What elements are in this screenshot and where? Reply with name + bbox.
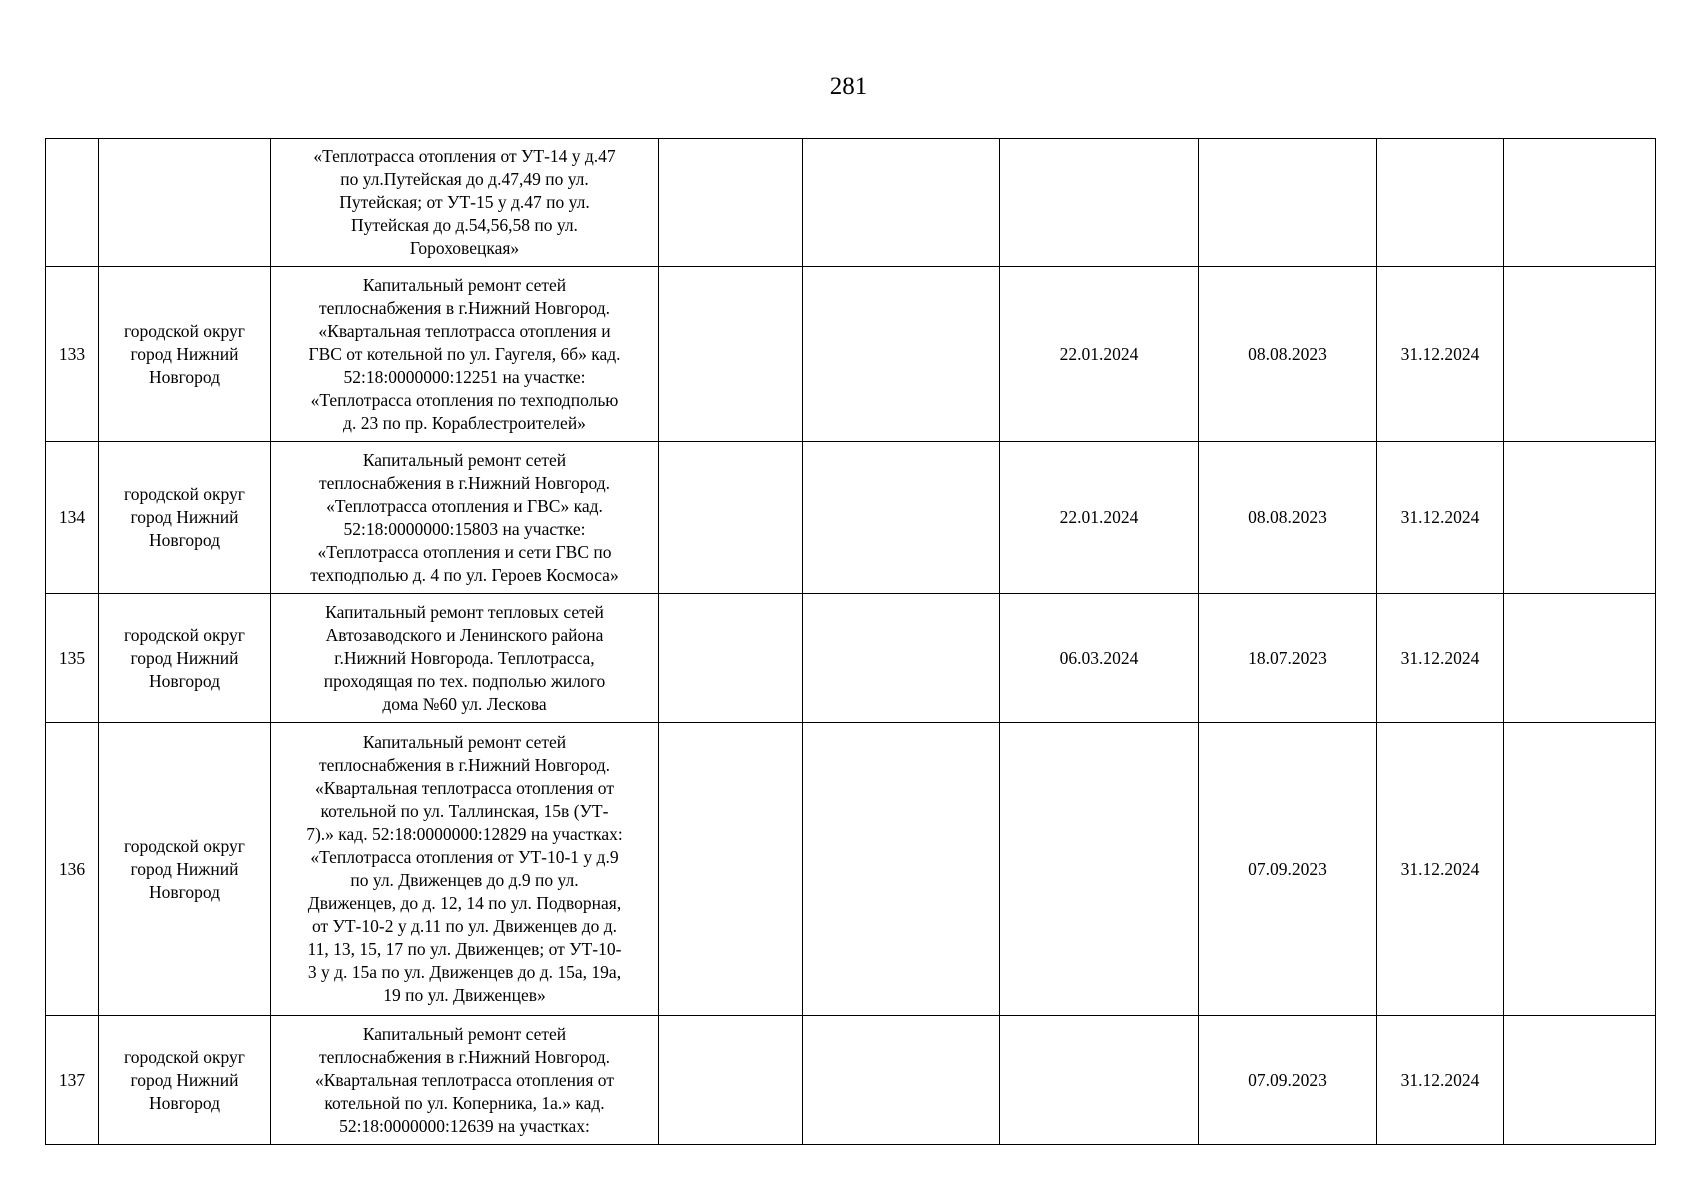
row-number-cell: 135 <box>46 594 99 723</box>
municipality-cell: городской округ город Нижний Новгород <box>99 723 271 1016</box>
municipality-cell <box>99 139 271 267</box>
municipality-cell: городской округ город Нижний Новгород <box>99 594 271 723</box>
date-3-cell: 31.12.2024 <box>1377 267 1504 442</box>
date-3-cell: 31.12.2024 <box>1377 594 1504 723</box>
column-4-cell <box>659 267 803 442</box>
date-1-cell <box>1000 1016 1199 1145</box>
date-1-cell: 22.01.2024 <box>1000 267 1199 442</box>
table-row <box>46 594 1656 723</box>
column-5-cell <box>803 139 1000 267</box>
municipality-cell: городской округ город Нижний Новгород <box>99 267 271 442</box>
description-cell: «Теплотрасса отопления от УТ-14 у д.47 по ул.Путейская до д.47,49 по ул. Путейская; от УТ-15 у д.47 по ул. Путейская до д.54,56,58 по ул. Гороховецкая» <box>271 139 659 267</box>
row-number-cell: 137 <box>46 1016 99 1145</box>
table-row <box>46 1016 1656 1145</box>
column-9-cell <box>1504 267 1656 442</box>
date-2-cell: 07.09.2023 <box>1199 1016 1377 1145</box>
table-row <box>46 267 1656 442</box>
column-4-cell <box>659 442 803 594</box>
column-5-cell <box>803 267 1000 442</box>
date-1-cell: 06.03.2024 <box>1000 594 1199 723</box>
date-2-cell: 08.08.2023 <box>1199 442 1377 594</box>
column-4-cell <box>659 1016 803 1145</box>
date-2-cell: 18.07.2023 <box>1199 594 1377 723</box>
row-number-cell: 133 <box>46 267 99 442</box>
column-9-cell <box>1504 139 1656 267</box>
description-cell: Капитальный ремонт сетей теплоснабжения в г.Нижний Новгород. «Теплотрасса отопления и ГВС» кад. 52:18:0000000:15803 на участке: «Теплотрасса отопления и сети ГВС по техподполью д. 4 по ул. Героев Космоса» <box>271 442 659 594</box>
column-4-cell <box>659 139 803 267</box>
date-3-cell: 31.12.2024 <box>1377 723 1504 1016</box>
data-table <box>45 138 1656 1145</box>
table-row <box>46 723 1656 1016</box>
date-3-cell: 31.12.2024 <box>1377 1016 1504 1145</box>
row-number-cell <box>46 139 99 267</box>
date-1-cell <box>1000 723 1199 1016</box>
description-cell: Капитальный ремонт тепловых сетей Автозаводского и Ленинского района г.Нижний Новгорода. Теплотрасса, проходящая по тех. подполью жилого дома №60 ул. Лескова <box>271 594 659 723</box>
column-5-cell <box>803 723 1000 1016</box>
date-1-cell: 22.01.2024 <box>1000 442 1199 594</box>
column-4-cell <box>659 723 803 1016</box>
column-9-cell <box>1504 1016 1656 1145</box>
description-cell: Капитальный ремонт сетей теплоснабжения в г.Нижний Новгород. «Квартальная теплотрасса отопления и ГВС от котельной по ул. Гаугеля, 6б» кад. 52:18:0000000:12251 на участке: «Теплотрасса отопления по техподполью д. 23 по пр. Кораблестроителей» <box>271 267 659 442</box>
column-5-cell <box>803 1016 1000 1145</box>
date-3-cell <box>1377 139 1504 267</box>
municipality-cell: городской округ город Нижний Новгород <box>99 442 271 594</box>
row-number-cell: 136 <box>46 723 99 1016</box>
table-row <box>46 442 1656 594</box>
row-number-cell: 134 <box>46 442 99 594</box>
column-5-cell <box>803 442 1000 594</box>
column-9-cell <box>1504 594 1656 723</box>
date-2-cell <box>1199 139 1377 267</box>
date-2-cell: 07.09.2023 <box>1199 723 1377 1016</box>
date-3-cell: 31.12.2024 <box>1377 442 1504 594</box>
column-5-cell <box>803 594 1000 723</box>
date-2-cell: 08.08.2023 <box>1199 267 1377 442</box>
column-9-cell <box>1504 442 1656 594</box>
column-9-cell <box>1504 723 1656 1016</box>
date-1-cell <box>1000 139 1199 267</box>
page-number: 281 <box>829 73 868 100</box>
description-cell: Капитальный ремонт сетей теплоснабжения в г.Нижний Новгород. «Квартальная теплотрасса отопления от котельной по ул. Коперника, 1а.» кад. 52:18:0000000:12639 на участках: <box>271 1016 659 1145</box>
municipality-cell: городской округ город Нижний Новгород <box>99 1016 271 1145</box>
description-cell: Капитальный ремонт сетей теплоснабжения в г.Нижний Новгород. «Квартальная теплотрасса отопления от котельной по ул. Таллинская, 15в (УТ- 7).» кад. 52:18:0000000:12829 на участках: «Теплотрасса отопления от УТ-10-1 у д.9 по ул. Движенцев до д.9 по ул. Движенцев, до д. 12, 14 по ул. Подворная, от УТ-10-2 у д.11 по ул. Движенцев до д. 11, 13, 15, 17 по ул. Движенцев; от УТ-10- 3 у д. 15а по ул. Движенцев до д. 15а, 19а, 19 по ул. Движенцев» <box>271 723 659 1016</box>
column-4-cell <box>659 594 803 723</box>
table-row <box>46 139 1656 267</box>
